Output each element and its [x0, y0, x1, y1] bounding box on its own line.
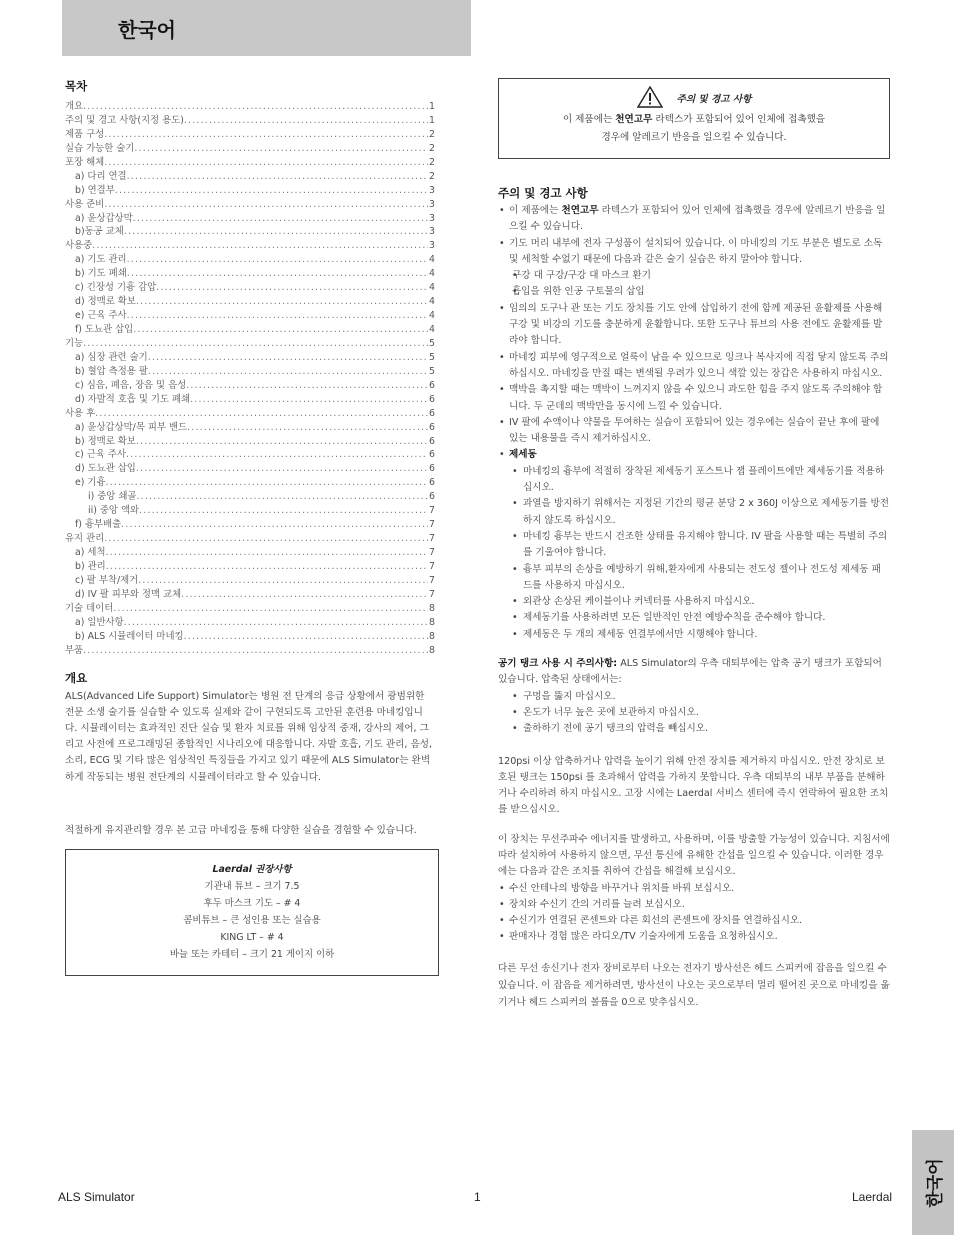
toc-entry-label: 부품 — [65, 644, 84, 656]
toc-entry — [65, 448, 435, 462]
toc-entry-label: d) 도뇨관 삽입 — [75, 463, 136, 475]
toc-entry-label: a) 윤상갑상막/목 피부 밴드 — [75, 421, 188, 433]
toc-entry — [65, 323, 435, 337]
toc-entry — [65, 281, 435, 295]
toc-entry-page: 8 — [429, 616, 435, 628]
list-item: • 제세동은 두 개의 제세동 연결부에서만 시행해야 합니다. — [498, 627, 890, 643]
toc-leader-dots — [184, 630, 428, 644]
toc-leader-dots — [124, 616, 428, 630]
toc-leader-dots — [136, 490, 428, 504]
toc-leader-dots — [186, 379, 428, 393]
defib-list — [498, 464, 890, 643]
toc-entry-label: b) 기도 폐쇄 — [75, 268, 127, 280]
toc-entry — [65, 518, 435, 532]
toc-entry-label: 기술 데이터 — [65, 602, 114, 614]
toc-leader-dots — [127, 253, 428, 267]
table-of-contents — [65, 100, 435, 658]
toc-leader-dots — [133, 323, 428, 337]
toc-leader-dots — [187, 421, 428, 435]
toc-entry-label: b) 정맥로 확보 — [75, 435, 136, 447]
toc-leader-dots — [148, 365, 428, 379]
recommendation-line: 콤비튜브 – 큰 성인용 또는 실습용 — [183, 914, 321, 926]
footer-brand: Laerdal — [852, 1190, 893, 1204]
toc-entry — [65, 435, 435, 449]
toc-entry-label: 기능 — [65, 337, 84, 349]
toc-entry-label: d) IV 팔 피부와 정맥 교체 — [75, 588, 182, 600]
recommendation-line: KING LT – # 4 — [220, 931, 284, 943]
toc-entry-page: 1 — [429, 114, 435, 126]
toc-entry-page: 6 — [429, 379, 435, 391]
overview-heading: 개요 — [65, 670, 88, 685]
toc-entry — [65, 337, 435, 351]
footer-product-name: ALS Simulator — [58, 1190, 135, 1204]
overview-paragraph: ALS(Advanced Life Support) Simulator는 병원 전 단계의 응급 상황에서 광범위한 전문 소생 술기를 실습할 수 있도록 실제와 같이 구현되도록 고안된 훈련용 마네킹입니다. 시뮬레이터는 효과적인 진단 실습 및 환자 치료를 위해 임상적 중재, 강사의 제어, 그리고 사전에 프로그래밍된 종합적인 시나리오에 대응합니다. 자발 호흡, 기도 관리, 음성, 소리, ECG 및 기타 많은 임상적인 특징들을 가지고 있기 때문에 ALS Simulator는 완벽하게 작동되는 병원 전단계의 시뮬레이터라고 할 수 있습니다. — [65, 690, 433, 783]
cautions-sublist — [498, 268, 890, 301]
list-item: • 외관상 손상된 케이블이나 커넥터를 사용하지 마십시오. — [498, 594, 890, 610]
recommendation-box — [65, 849, 439, 976]
toc-leader-dots — [133, 212, 428, 226]
toc-entry-label: b) 관리 — [75, 560, 106, 572]
toc-leader-dots — [138, 574, 428, 588]
toc-entry-page: 3 — [429, 198, 435, 210]
toc-leader-dots — [156, 281, 428, 295]
toc-leader-dots — [83, 337, 428, 351]
toc-entry-page: 3 — [429, 184, 435, 196]
toc-entry-label: d) 자발적 호흡 및 기도 폐쇄 — [75, 393, 191, 405]
toc-leader-dots — [190, 393, 428, 407]
radio-paragraph-2: 다른 무선 송신기나 전자 장비로부터 나오는 전자기 방사선은 헤드 스피커에 잡음을 일으킬 수 있습니다. 이 잡음을 제거하려면, 방사선이 나오는 곳으로부터 멀리 떨어진 곳으로 마네킹을 옮기거나 헤드 스피커의 볼륨을 0으로 맞추십시오. — [498, 962, 890, 1008]
list-item: • 마네킹 흉부는 반드시 건조한 상태를 유지해야 합니다. IV 팔을 사용할 때는 특별히 주의를 기울여야 합니다. — [498, 529, 890, 562]
toc-entry — [65, 560, 435, 574]
toc-entry-page: 8 — [429, 602, 435, 614]
toc-entry — [65, 114, 435, 128]
toc-entry-label: 개요 — [65, 101, 84, 112]
toc-entry-label: i) 중앙 쇄골 — [88, 491, 137, 503]
toc-entry-label: a) 기도 관리 — [75, 254, 127, 266]
air-tank-paragraph: 120psi 이상 압축하거나 압력을 높이기 위해 안전 장치를 제거하지 마십시오. 안전 장치로 보호된 탱크는 150psi 를 초과해서 압력을 가하지 못합니다. 우측 대퇴부의 내부 부품을 분해하거나 수리하려 하지 마십시오. 고장 시에는 Laerdal 서비스 센터에 즉시 연락하여 필요한 조치를 받으십시오. — [498, 755, 889, 816]
air-tank-intro: 공기 탱크 사용 시 주의사항: ALS Simulator의 우측 대퇴부에는 압축 공기 탱크가 포함되어 있습니다. 압축된 상태에서는: — [498, 658, 882, 686]
toc-leader-dots — [104, 198, 428, 212]
toc-entry — [65, 295, 435, 309]
toc-entry — [65, 574, 435, 588]
toc-entry-page: 6 — [429, 449, 435, 461]
toc-entry-label: 사용 후 — [65, 407, 96, 419]
page-title: 한국어 — [118, 18, 176, 42]
toc-entry — [65, 532, 435, 546]
toc-entry — [65, 156, 435, 170]
footer-page-number: 1 — [474, 1190, 481, 1204]
toc-entry-page: 2 — [429, 142, 435, 154]
list-item: • 맥박을 촉지할 때는 맥박이 느껴지지 않을 수 있으니 과도한 힘을 주지 않도록 주의해야 합니다. 두 군데의 맥박만을 동시에 느낄 수 있습니다. — [498, 382, 890, 415]
cautions-list-2 — [498, 301, 890, 464]
toc-leader-dots — [181, 588, 428, 602]
toc-leader-dots — [104, 128, 428, 142]
toc-entry-page: 6 — [429, 421, 435, 433]
toc-entry — [65, 267, 435, 281]
list-item: • 수신기가 연결된 콘센트와 다른 회선의 콘센트에 장치를 연결하십시오. — [498, 913, 890, 929]
list-item: • 출하하기 전에 공기 탱크의 압력을 빼십시오. — [498, 721, 890, 737]
toc-entry-label: a) 세척 — [75, 547, 106, 558]
toc-entry — [65, 225, 435, 239]
toc-entry-page: 3 — [429, 212, 435, 224]
warning-box — [498, 78, 890, 159]
toc-entry — [65, 212, 435, 226]
toc-entry-label: a) 일반사항 — [75, 616, 124, 628]
toc-entry — [65, 407, 435, 421]
toc-leader-dots — [136, 435, 428, 449]
defib-label: • 제세동 — [498, 447, 890, 463]
toc-entry-label: a) 윤상갑상막 — [75, 212, 133, 224]
recommendation-line: 기관내 튜브 – 크기 7.5 — [204, 880, 300, 892]
toc-entry-page: 2 — [429, 128, 435, 140]
toc-entry-label: f) 흉부배출 — [75, 519, 122, 531]
toc-leader-dots — [139, 504, 428, 518]
cautions-heading: 주의 및 경고 사항 — [498, 186, 588, 200]
side-tab-label: 한국어 — [925, 1157, 946, 1208]
toc-entry-label: 사용중 — [65, 240, 93, 252]
toc-entry-label: b) 연결부 — [75, 184, 115, 196]
toc-entry-page: 4 — [429, 296, 435, 308]
toc-leader-dots — [136, 462, 428, 476]
toc-entry-label: f) 도뇨관 삽입 — [75, 324, 134, 335]
toc-leader-dots — [148, 351, 428, 365]
toc-leader-dots — [184, 114, 428, 128]
toc-entry — [65, 253, 435, 267]
toc-leader-dots — [106, 560, 428, 574]
toc-entry-label: a) 다리 연결 — [75, 170, 127, 182]
toc-entry — [65, 616, 435, 630]
toc-leader-dots — [104, 532, 428, 546]
recommendation-line: 바늘 또는 카테터 – 크기 21 게이지 이하 — [169, 948, 335, 960]
recommendation-title: Laerdal 권장사항 — [212, 863, 292, 875]
toc-entry — [65, 602, 435, 616]
toc-entry-label: e) 근육 주사 — [75, 310, 127, 322]
toc-leader-dots — [83, 644, 428, 658]
toc-entry — [65, 504, 435, 518]
toc-leader-dots — [121, 518, 428, 532]
list-item: • IV 팔에 수액이나 약물을 투여하는 실습이 포함되어 있는 경우에는 실습이 끝난 후에 팔에 있는 내용물을 즉시 제거하십시오. — [498, 415, 890, 448]
toc-entry-page: 7 — [429, 547, 435, 558]
toc-entry — [65, 630, 435, 644]
toc-entry-page: 7 — [429, 560, 435, 572]
toc-leader-dots — [134, 142, 428, 156]
toc-entry — [65, 588, 435, 602]
toc-leader-dots — [136, 295, 428, 309]
toc-entry-page: 7 — [429, 505, 435, 517]
recommendation-line: 후두 마스크 기도 – # 4 — [203, 897, 301, 909]
toc-entry — [65, 351, 435, 365]
list-item: • 과열을 방지하기 위해서는 지정된 기간의 평균 분당 2 x 360J 이상으로 제세동기를 방전하지 않도록 하십시오. — [498, 496, 890, 529]
list-item: • 판매자나 경험 많은 라디오/TV 기술자에게 도움을 요청하십시오. — [498, 929, 890, 945]
toc-leader-dots — [115, 184, 428, 198]
toc-entry — [65, 462, 435, 476]
toc-entry-page: 7 — [429, 533, 435, 545]
toc-entry-page: 8 — [429, 630, 435, 642]
toc-entry — [65, 379, 435, 393]
list-item: • 마네킹의 흉부에 적절히 장착된 제세동기 포스트나 잽 플레이트에만 제세동기를 적용하십시오. — [498, 464, 890, 497]
list-item: • 이 제품에는 천연고무 라텍스가 포함되어 있어 인체에 접촉했을 경우에 알레르기 반응을 일으킬 수 있습니다. — [498, 203, 890, 236]
toc-entry-page: 7 — [429, 574, 435, 586]
toc-entry — [65, 476, 435, 490]
toc-entry-page: 4 — [429, 310, 435, 322]
list-item: • 흡입을 위한 인공 구토물의 삽입 — [498, 284, 890, 300]
toc-entry-page: 6 — [429, 435, 435, 447]
toc-entry-page: 5 — [429, 365, 435, 377]
toc-heading: 목차 — [65, 79, 88, 93]
toc-leader-dots — [127, 267, 428, 281]
toc-entry-label: b) ALS 시뮬레이터 마네킹 — [75, 630, 184, 642]
toc-entry-label: c) 심음, 폐음, 장음 및 음성 — [75, 379, 187, 391]
warning-line-1: 이 제품에는 천연고무 라텍스가 포함되어 있어 인체에 접촉했을 — [562, 114, 826, 125]
toc-leader-dots — [126, 448, 428, 462]
toc-entry — [65, 170, 435, 184]
toc-entry-label: 사용 준비 — [65, 198, 105, 210]
toc-entry-page: 3 — [429, 240, 435, 252]
toc-entry-label: 포장 해체 — [65, 156, 105, 168]
toc-entry-label: 주의 및 경고 사항(지정 용도) — [65, 114, 184, 126]
toc-entry — [65, 198, 435, 212]
right-column — [498, 78, 890, 1011]
toc-entry-page: 1 — [429, 101, 435, 112]
toc-leader-dots — [106, 476, 429, 490]
toc-leader-dots — [92, 239, 428, 253]
toc-entry-page: 4 — [429, 268, 435, 280]
toc-entry-label: d) 정맥로 확보 — [75, 296, 136, 308]
toc-entry-label: a) 심장 관련 술기 — [75, 351, 148, 363]
toc-entry — [65, 184, 435, 198]
toc-leader-dots — [106, 546, 429, 560]
list-item: • 마네킹 피부에 영구적으로 얼룩이 남을 수 있으므로 잉크나 복사지에 직접 닿지 않도록 주의하십시오. 마네킹을 만질 때는 변색될 우려가 있으니 색깔 있는 장갑은 사용하지 마십시오. — [498, 350, 890, 383]
toc-entry-label: 실습 가능한 술기 — [65, 142, 135, 154]
toc-entry-page: 2 — [429, 170, 435, 182]
toc-entry-label: c) 근육 주사 — [75, 449, 126, 461]
toc-entry-label: 제품 구성 — [65, 128, 105, 140]
toc-entry — [65, 393, 435, 407]
toc-entry-page: 4 — [429, 282, 435, 294]
language-side-tab — [912, 1130, 954, 1235]
toc-leader-dots — [127, 170, 428, 184]
toc-entry — [65, 100, 435, 114]
toc-entry — [65, 239, 435, 253]
toc-entry — [65, 365, 435, 379]
cautions-list — [498, 203, 890, 268]
toc-entry-page: 6 — [429, 393, 435, 405]
toc-entry-page: 7 — [429, 588, 435, 600]
toc-entry-page: 5 — [429, 351, 435, 363]
list-item: • 구강 대 구강/구강 대 마스크 환기 — [498, 268, 890, 284]
list-item: • 흉부 피부의 손상을 예방하기 위해,환자에게 사용되는 전도성 젤이나 전도성 제세동 패드를 사용하지 마십시오. — [498, 562, 890, 595]
toc-entry — [65, 490, 435, 504]
toc-leader-dots — [124, 225, 428, 239]
list-item: • 제세동기를 사용하려면 모든 일반적인 안전 예방수칙을 준수해야 합니다. — [498, 610, 890, 626]
toc-entry-label: b) 혈압 측정용 팔 — [75, 365, 148, 377]
list-item: • 수신 안테나의 방향을 바꾸거나 위치를 바꿔 보십시오. — [498, 881, 890, 897]
toc-entry-label: e) 기흉 — [75, 477, 106, 489]
toc-entry-page: 6 — [429, 491, 435, 503]
toc-entry-page: 4 — [429, 254, 435, 266]
toc-entry-page: 7 — [429, 519, 435, 531]
warning-line-2: 경우에 알레르기 반응을 일으킬 수 있습니다. — [601, 132, 787, 143]
radio-paragraph: 이 장치는 무선주파수 에너지를 발생하고, 사용하며, 이를 방출할 가능성이 있습니다. 지침서에 따라 설치하여 사용하지 않으면, 무선 통신에 유해한 간섭을 일으킬 수 있습니다. 이러한 경우에는 다음과 같은 조치를 취하여 간섭을 해결해 보십시오. — [498, 833, 890, 878]
toc-entry-page: 6 — [429, 477, 435, 489]
toc-entry — [65, 309, 435, 323]
toc-leader-dots — [127, 309, 428, 323]
toc-entry — [65, 128, 435, 142]
overview-paragraph-2: 적절하게 유지관리할 경우 본 고급 마네킹을 통해 다양한 실습을 경험할 수 있습니다. — [65, 824, 417, 836]
left-column — [65, 78, 435, 976]
header-bar — [62, 0, 471, 56]
toc-leader-dots — [113, 602, 428, 616]
warning-title: 주의 및 경고 사항 — [676, 94, 752, 105]
toc-entry-page: 8 — [429, 644, 435, 656]
list-item: • 장치와 수신기 간의 거리를 늘려 보십시오. — [498, 897, 890, 913]
toc-entry-page: 6 — [429, 463, 435, 475]
toc-entry-label: c) 팔 부착/제거 — [75, 574, 139, 586]
toc-entry-page: 3 — [429, 226, 435, 238]
list-item: • 임의의 도구나 관 또는 기도 장치를 기도 안에 삽입하기 전에 함께 제공된 윤활제를 사용해 구강 및 비강의 기도를 충분하게 윤활합니다. 또한 도구나 튜브의 사용 전에도 윤활제를 발라야 합니다. — [498, 301, 890, 350]
toc-entry — [65, 421, 435, 435]
toc-entry — [65, 644, 435, 658]
toc-leader-dots — [83, 100, 428, 114]
toc-entry-page: 5 — [429, 337, 435, 349]
toc-leader-dots — [95, 407, 428, 421]
toc-entry-label: 유지 관리 — [65, 533, 105, 545]
toc-entry-label: c) 긴장성 기흉 감압 — [75, 282, 157, 294]
list-item: • 구멍을 뚫지 마십시오. — [498, 689, 890, 705]
toc-entry-label: b)동공 교체 — [75, 226, 124, 238]
toc-entry-page: 2 — [429, 156, 435, 168]
toc-entry — [65, 142, 435, 156]
list-item: • 기도 머리 내부에 전자 구성품이 설치되어 있습니다. 이 마네킹의 기도 부분은 별도로 소독 및 세척할 수없기 때문에 다음과 같은 술기 실습은 하지 말아야 합니다. — [498, 236, 890, 269]
toc-entry-page: 4 — [429, 324, 435, 335]
toc-entry — [65, 546, 435, 560]
toc-leader-dots — [104, 156, 428, 170]
toc-entry-page: 6 — [429, 407, 435, 419]
radio-list — [498, 881, 890, 946]
toc-entry-label: ii) 중앙 액와 — [88, 505, 140, 517]
air-tank-list — [498, 689, 890, 738]
list-item: • 온도가 너무 높은 곳에 보관하지 마십시오. — [498, 705, 890, 721]
